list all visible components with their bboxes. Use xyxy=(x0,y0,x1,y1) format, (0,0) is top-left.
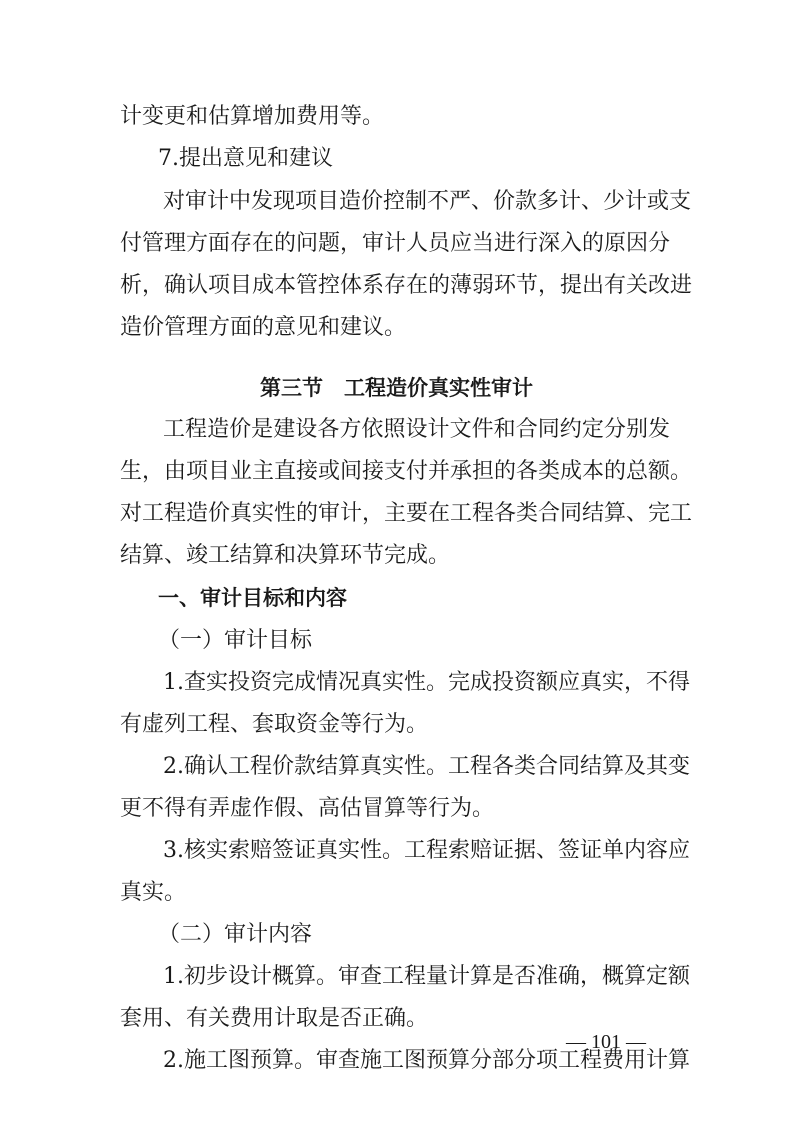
subsection-heading: （二）审计内容 xyxy=(158,922,313,947)
text-line: 结算、竣工结算和决算环节完成。 xyxy=(120,543,451,568)
text-line: 2.确认工程价款结算真实性。工程各类合同结算及其变 xyxy=(163,754,690,779)
text-line: 析，确认项目成本管控体系存在的薄弱环节，提出有关改进 xyxy=(120,273,693,298)
text-line: 对审计中发现项目造价控制不严、价款多计、少计或支 xyxy=(163,189,692,214)
subsection-heading: （一）审计目标 xyxy=(158,628,313,653)
text-line: 2.施工图预算。审查施工图预算分部分项工程费用计算 xyxy=(163,1048,690,1073)
text-line: 更不得有弄虚作假、高估冒算等行为。 xyxy=(120,796,495,821)
subsection-heading: 一、审计目标和内容 xyxy=(158,586,347,610)
section-heading: 7.提出意见和建议 xyxy=(158,146,333,171)
text-line: 1.初步设计概算。审查工程量计算是否准确，概算定额 xyxy=(163,964,690,989)
text-line: 套用、有关费用计取是否正确。 xyxy=(120,1006,429,1031)
text-line: 工程造价是建设各方依照设计文件和合同约定分别发 xyxy=(163,417,670,442)
text-line: 对工程造价真实性的审计，主要在工程各类合同结算、完工 xyxy=(120,501,693,526)
text-line: 1.查实投资完成情况真实性。完成投资额应真实，不得 xyxy=(163,670,690,695)
text-line: 有虚列工程、套取资金等行为。 xyxy=(120,712,429,737)
text-line: 真实。 xyxy=(120,880,187,905)
text-line: 计变更和估算增加费用等。 xyxy=(120,104,385,129)
text-line: 生，由项目业主直接或间接支付并承担的各类成本的总额。 xyxy=(120,459,693,484)
text-line: 3.核实索赔签证真实性。工程索赔证据、签证单内容应 xyxy=(163,838,690,863)
page-number: — 101 — xyxy=(566,1031,646,1053)
text-line: 造价管理方面的意见和建议。 xyxy=(120,315,407,340)
text-line: 付管理方面存在的问题，审计人员应当进行深入的原因分 xyxy=(120,231,671,256)
section-title: 第三节 工程造价真实性审计 xyxy=(260,376,533,400)
